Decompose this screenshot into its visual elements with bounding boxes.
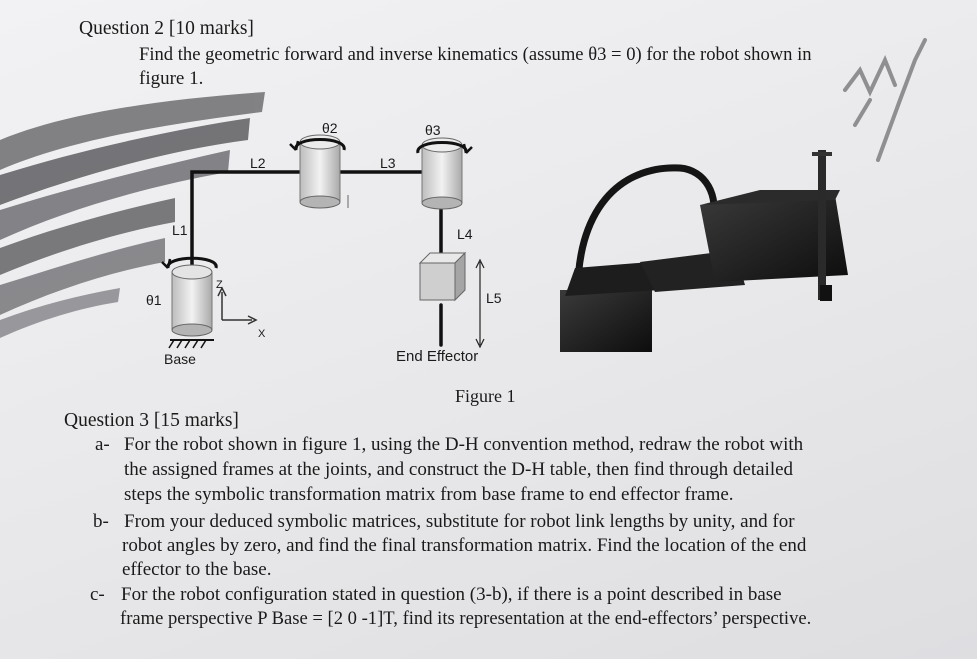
base-joint [162,258,256,348]
label-theta1: θ1 [146,292,162,308]
pencil-scribble [0,92,265,338]
item-a-line-3: steps the symbolic transformation matrix from base frame to end effector frame. [124,484,734,505]
item-b-label: b- [93,511,109,532]
item-a-line-2: the assigned frames at the joints, and construct the D-H table, then find through detailed [124,459,794,480]
label-l5: L5 [486,290,502,306]
label-l3: L3 [380,155,396,171]
label-l1: L1 [172,222,188,238]
item-b-line-1: From your deduced symbolic matrices, substitute for robot link lengths by unity, and for [124,511,795,532]
joint-3 [418,138,472,209]
question-2-body-line-1: Find the geometric forward and inverse kinematics (assume θ3 = 0) for the robot shown in [139,44,812,65]
label-l4: L4 [457,226,473,242]
item-a-label: a- [95,434,110,455]
label-end-effector: End Effector [396,348,479,365]
question-2-title: Question 2 [10 marks] [79,18,254,39]
label-base: Base [164,351,196,367]
label-theta3: θ3 [425,122,441,138]
item-b-line-3: effector to the base. [122,559,272,580]
scara-robot-photo [560,150,848,352]
question-3-title: Question 3 [15 marks] [64,410,239,431]
figure-caption: Figure 1 [455,386,516,406]
item-c-line-1: For the robot configuration stated in question (3-b), if there is a point described in base [121,584,782,605]
item-b-line-2: robot angles by zero, and find the final transformation matrix. Find the location of the end [122,535,807,556]
end-effector-cube [420,253,465,300]
item-c-line-2: frame perspective P Base = [2 0 -1]T, find its representation at the end-effectors’ perspective. [120,608,812,629]
label-theta2: θ2 [322,120,338,136]
item-c-label: c- [90,584,105,605]
l5-dimension [476,260,484,347]
item-a-line-1: For the robot shown in figure 1, using the D-H convention method, redraw the robot with [124,434,804,455]
label-z-axis: Z [216,279,223,291]
question-2-body-line-2: figure 1. [139,68,204,89]
label-x-axis: X [258,328,266,340]
pencil-scribble-right [845,40,925,160]
label-l2: L2 [250,155,266,171]
